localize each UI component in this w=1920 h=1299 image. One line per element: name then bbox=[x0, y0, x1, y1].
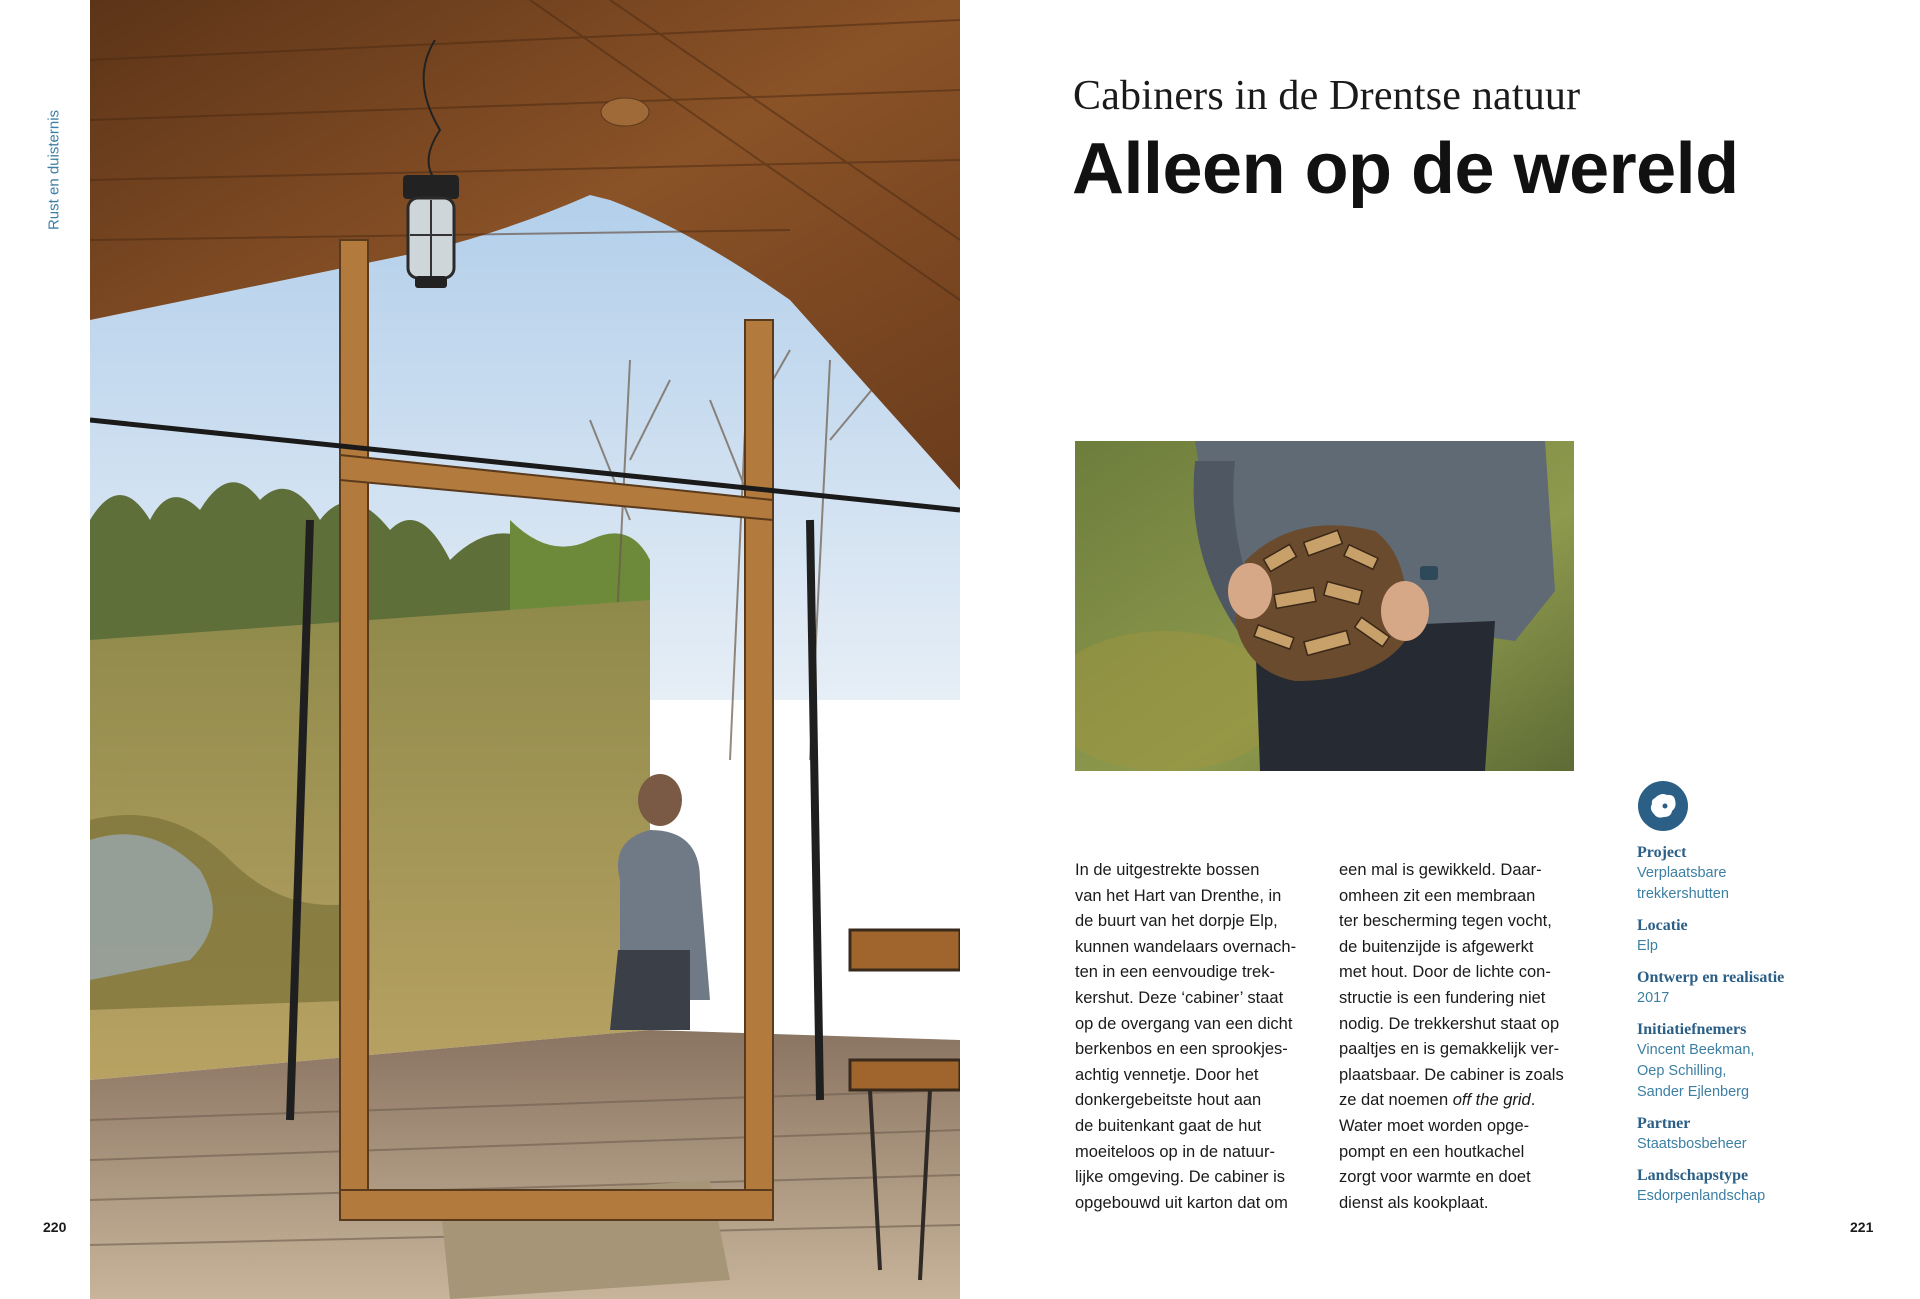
page-number-right: 221 bbox=[1850, 1219, 1874, 1235]
body-line: Water moet worden opge- bbox=[1339, 1116, 1530, 1135]
body-text: . bbox=[1530, 1091, 1536, 1110]
info-label: Ontwerp en realisatie bbox=[1637, 969, 1785, 986]
body-line: ten in een eenvoudige trek- bbox=[1075, 963, 1275, 982]
body-line: pompt en een houtkachel bbox=[1339, 1142, 1525, 1161]
body-line: berkenbos en een sprookjes- bbox=[1075, 1040, 1288, 1059]
body-line: een mal is gewikkeld. Daar- bbox=[1339, 861, 1542, 879]
info-value: Staatsbosbeheer bbox=[1637, 1136, 1747, 1152]
firewood-photo bbox=[1075, 441, 1574, 771]
article-kicker: Cabiners in de Drentse natuur bbox=[1073, 73, 1581, 119]
page-number-left: 220 bbox=[43, 1219, 67, 1235]
body-line: zorgt voor warmte en doet bbox=[1339, 1168, 1531, 1187]
body-line: paaltjes en is gemakkelijk ver- bbox=[1339, 1040, 1560, 1059]
body-line: moeiteloos op in de natuur- bbox=[1075, 1142, 1275, 1161]
running-head-text: Rust en duisternis bbox=[45, 109, 63, 231]
running-head bbox=[44, 100, 64, 240]
body-line: structie is een fundering niet bbox=[1339, 988, 1546, 1007]
body-line: ter bescherming tegen vocht, bbox=[1339, 912, 1552, 931]
info-item bbox=[1637, 915, 1867, 957]
info-item bbox=[1637, 1165, 1867, 1207]
info-value: Verplaatsbare bbox=[1637, 865, 1727, 881]
body-line: In de uitgestrekte bossen bbox=[1075, 861, 1260, 879]
body-line: opgebouwd uit karton dat om bbox=[1075, 1193, 1288, 1212]
article-headline: Alleen op de wereld bbox=[1072, 129, 1739, 209]
info-value: 2017 bbox=[1637, 990, 1670, 1006]
body-line: lijke omgeving. De cabiner is bbox=[1075, 1168, 1286, 1187]
info-value: Oep Schilling, bbox=[1637, 1063, 1727, 1079]
emphasis-text: off the grid bbox=[1452, 1091, 1531, 1110]
province-map-icon bbox=[1637, 780, 1689, 832]
info-label: Landschapstype bbox=[1637, 1167, 1749, 1184]
info-label: Initiatiefnemers bbox=[1637, 1021, 1747, 1038]
body-line: op de overgang van een dicht bbox=[1075, 1014, 1293, 1033]
body-line: donkergebeitste hout aan bbox=[1075, 1091, 1262, 1110]
body-line: de buitenkant gaat de hut bbox=[1075, 1116, 1262, 1135]
body-line: kershut. Deze ‘cabiner’ staat bbox=[1075, 988, 1284, 1007]
info-item bbox=[1637, 1113, 1867, 1155]
body-line: kunnen wandelaars overnach- bbox=[1075, 937, 1297, 956]
body-line: nodig. De trekkershut staat op bbox=[1339, 1014, 1560, 1033]
main-photo bbox=[90, 0, 960, 1299]
info-value: Vincent Beekman, bbox=[1637, 1042, 1755, 1058]
project-info bbox=[1637, 842, 1867, 1217]
info-label: Locatie bbox=[1637, 917, 1688, 934]
body-column-2 bbox=[1339, 858, 1584, 1216]
info-label: Partner bbox=[1637, 1115, 1691, 1132]
info-item bbox=[1637, 842, 1867, 905]
body-column-1 bbox=[1075, 858, 1320, 1216]
info-item bbox=[1637, 967, 1867, 1009]
info-label: Project bbox=[1637, 844, 1687, 861]
body-line: omheen zit een membraan bbox=[1339, 886, 1536, 905]
info-value: trekkershutten bbox=[1637, 886, 1729, 902]
body-line: plaatsbaar. De cabiner is zoals bbox=[1339, 1065, 1564, 1084]
body-line: dienst als kookplaat. bbox=[1339, 1193, 1489, 1212]
info-value: Elp bbox=[1637, 938, 1658, 954]
info-value: Sander Ejlenberg bbox=[1637, 1084, 1750, 1100]
info-item bbox=[1637, 1019, 1867, 1103]
body-line bbox=[1339, 1088, 1584, 1114]
body-line: de buurt van het dorpje Elp, bbox=[1075, 912, 1278, 931]
body-line: de buitenzijde is afgewerkt bbox=[1339, 937, 1534, 956]
body-text: ze dat noemen bbox=[1339, 1091, 1453, 1110]
body-line: van het Hart van Drenthe, in bbox=[1075, 886, 1282, 905]
info-value: Esdorpenlandschap bbox=[1637, 1188, 1766, 1204]
body-line: met hout. Door de lichte con- bbox=[1339, 963, 1551, 982]
body-line: achtig vennetje. Door het bbox=[1075, 1065, 1259, 1084]
